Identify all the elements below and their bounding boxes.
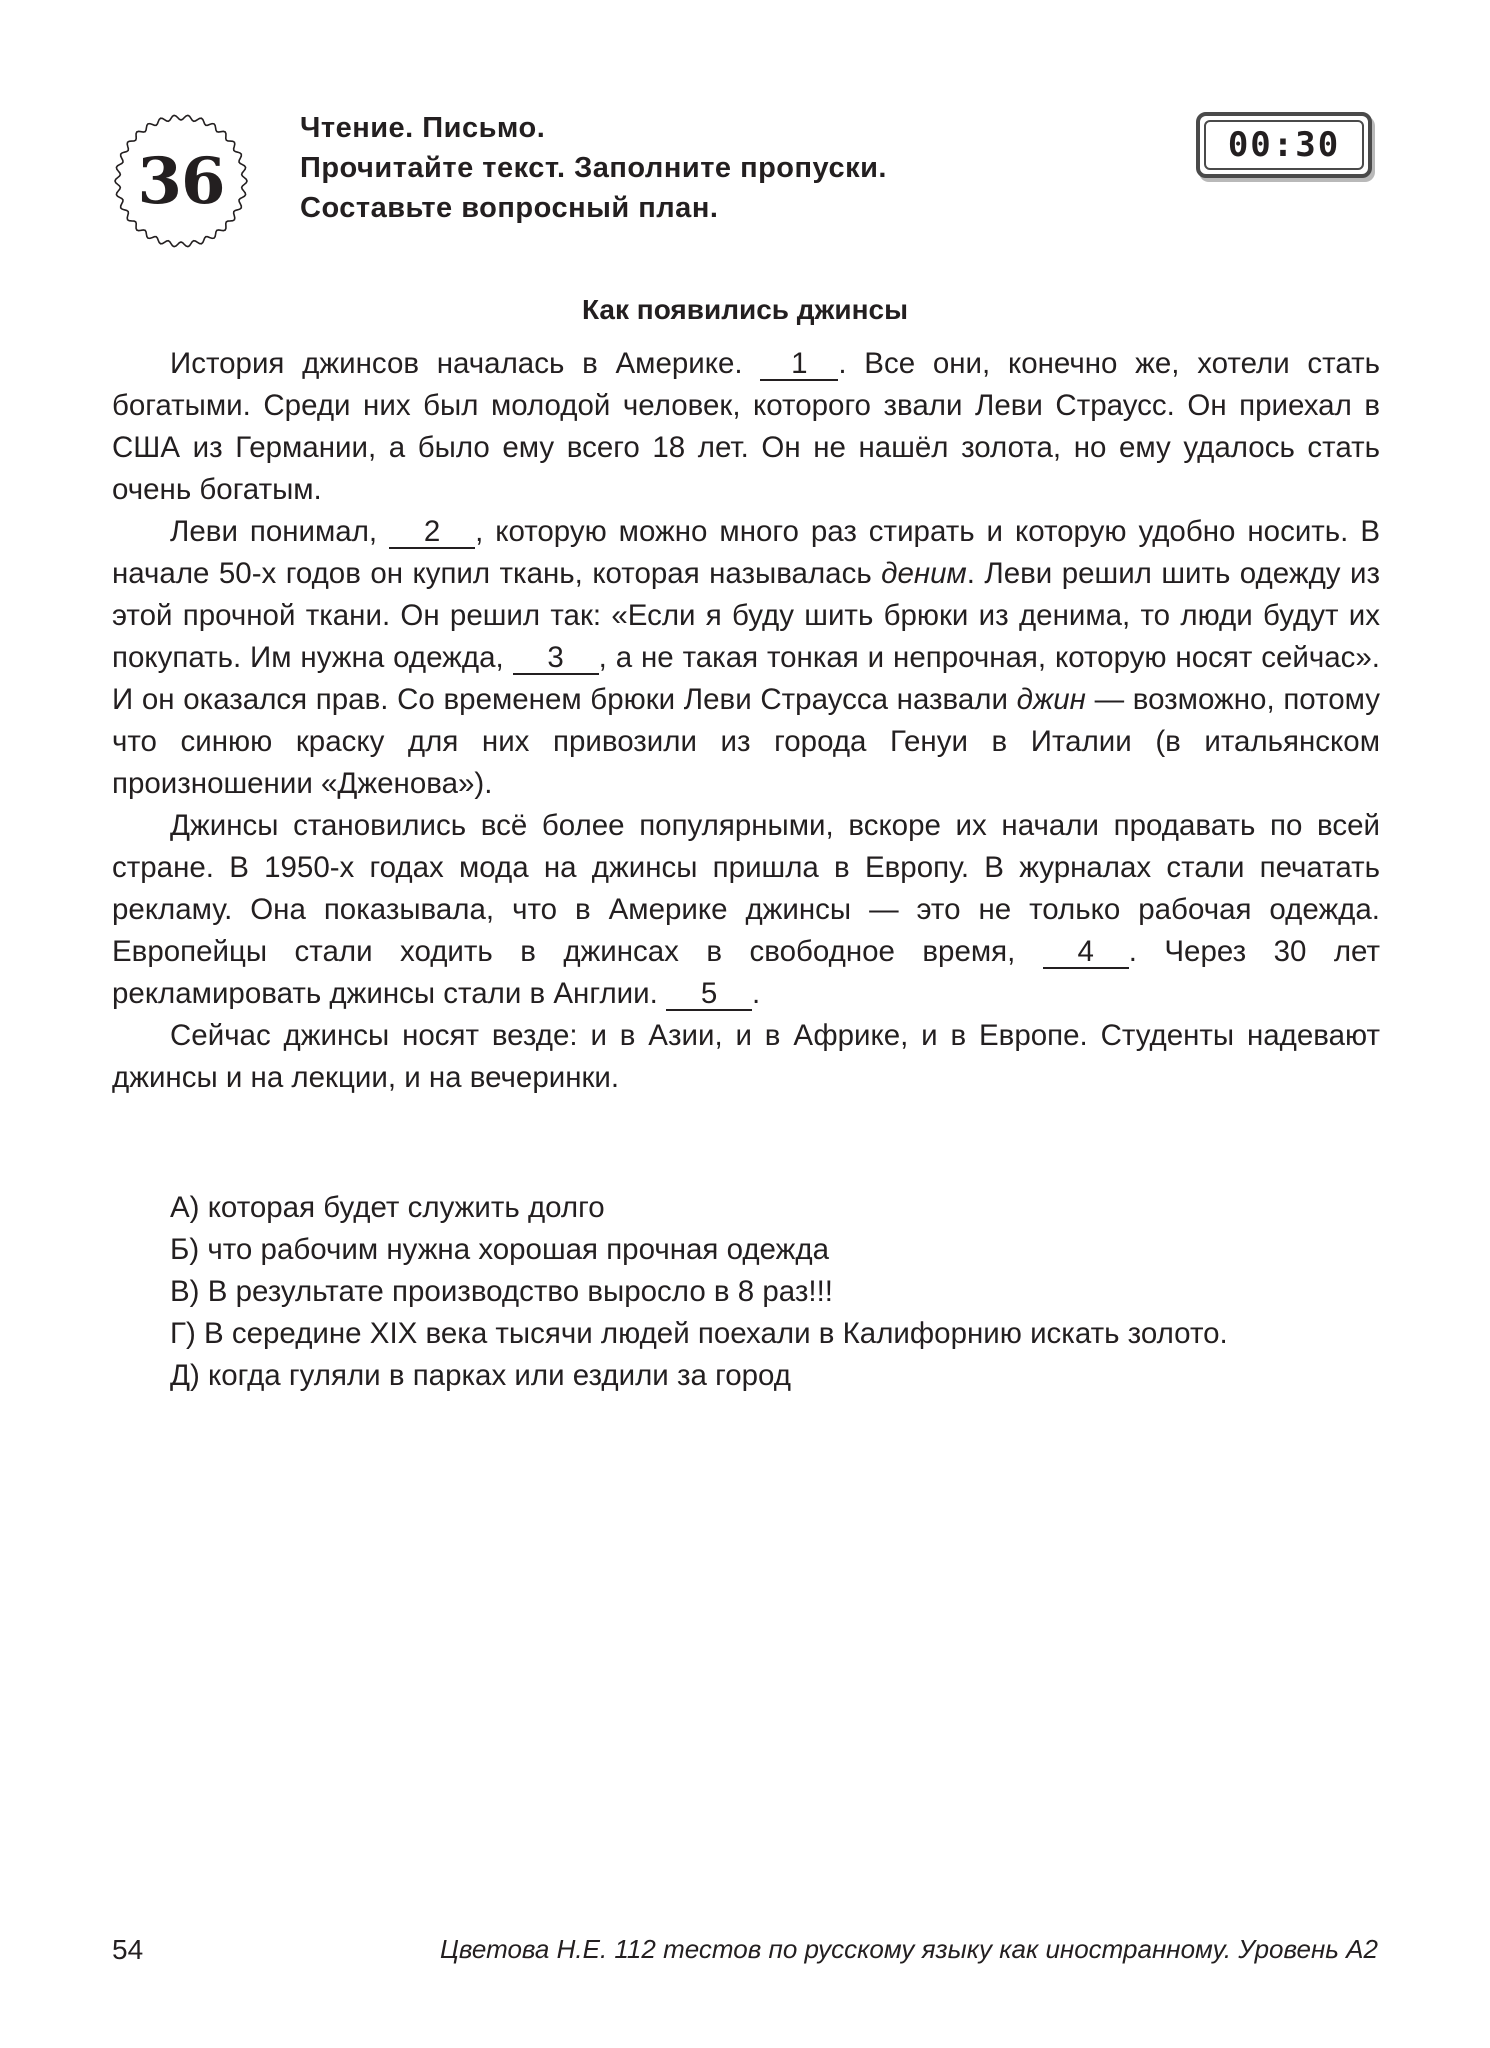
text-span: Леви понимал,	[170, 515, 390, 548]
instruction-line-3: Составьте вопросный план.	[300, 192, 719, 224]
text-span: . Все они, конечно же, хотели стать богатыми. Среди них был молодой человек, которого звали Леви Страусс. Он приехал в США из Германии, а было ему всего 18 лет. Он не нашёл золота, но ему удалось стать очень богатым.	[112, 347, 1380, 506]
instruction-line-1: Чтение. Письмо.	[300, 112, 546, 144]
answer-options	[170, 1187, 1228, 1397]
text-span: Джинсы становились всё более популярными, вскоре их начали продавать по всей стране. В 1950-х годах мода на джинсы пришла в Европу. В журналах стали печатать рекламу. Она показывала, что в Америке джинсы — это не только рабочая одежда. Европейцы стали ходить в джинсах в свободное время,	[112, 809, 1380, 968]
task-instructions	[300, 108, 887, 228]
book-citation: Цветова Н.Е. 112 тестов по русскому языку как иностранному. Уровень А2	[440, 1934, 1378, 1964]
article-title: Как появились джинсы	[581, 294, 908, 325]
task-number: 36	[137, 143, 225, 219]
page-number: 54	[112, 1934, 144, 1965]
blank-4: 4	[1043, 937, 1129, 969]
text-span: . Через 30 лет рекламировать джинсы стали в Англии.	[112, 935, 1380, 1010]
blank-3: 3	[513, 643, 599, 675]
blank-1: 1	[760, 349, 838, 381]
article-body	[112, 343, 1380, 1099]
italic-term: джин	[1016, 683, 1086, 716]
option-d: Д) когда гуляли в парках или ездили за город	[170, 1359, 791, 1392]
blank-2: 2	[389, 517, 475, 549]
paragraph-3	[112, 805, 1380, 1015]
timer-value: 00:30	[1204, 120, 1364, 170]
instruction-line-2: Прочитайте текст. Заполните пропуски.	[300, 152, 887, 184]
italic-term: деним	[881, 557, 967, 590]
option-g: Г) В середине XIX века тысячи людей поехали в Калифорнию искать золото.	[170, 1317, 1228, 1350]
option-b: Б) что рабочим нужна хорошая прочная одежда	[170, 1233, 829, 1266]
paragraph-4: Сейчас джинсы носят везде: и в Азии, и в Африке, и в Европе. Студенты надевают джинсы и на лекции, и на вечеринки.	[112, 1019, 1380, 1094]
task-number-badge	[112, 112, 250, 250]
text-span: . Леви решил шить одежду из этой прочной ткани. Он решил так: «Если я буду шить брюки из денима, то люди будут их покупать. Им нужна одежда,	[112, 557, 1380, 674]
text-span: История джинсов началась в Америке.	[170, 347, 761, 380]
text-span: .	[752, 977, 761, 1010]
paragraph-1	[112, 343, 1380, 511]
blank-5: 5	[666, 979, 752, 1011]
option-v: В) В результате производство выросло в 8 раз!!!	[170, 1275, 833, 1308]
text-span: , а не такая тонкая и непрочная, которую носят сейчас». И он оказался прав. Со временем брюки Леви Страусса назвали	[112, 641, 1380, 716]
option-a: А) которая будет служить долго	[170, 1191, 605, 1224]
text-span: — возможно, потому что синюю краску для них привозили из города Генуи в Италии (в итальянском произношении «Дженова»).	[112, 683, 1381, 800]
timer-box	[1196, 112, 1372, 178]
paragraph-2	[112, 511, 1380, 805]
text-span: , которую можно много раз стирать и которую удобно носить. В начале 50-х годов он купил ткань, которая называлась	[112, 515, 1380, 590]
